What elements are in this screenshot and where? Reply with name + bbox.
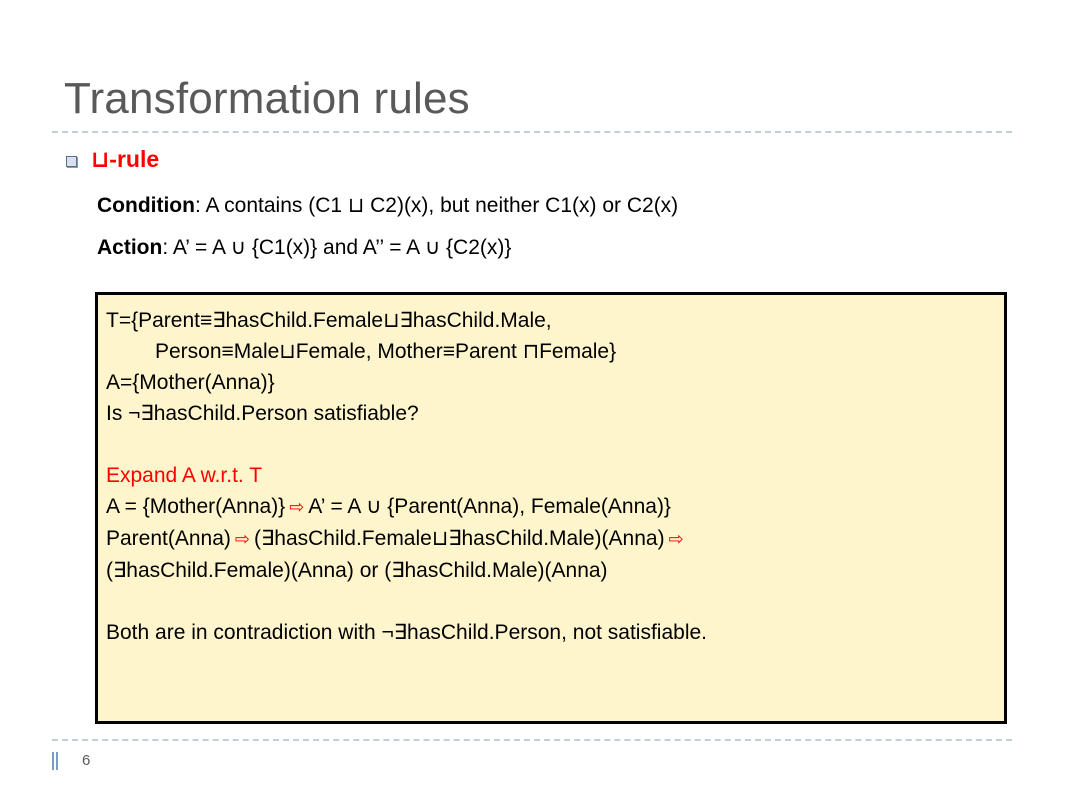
action-text: : A’ = A ∪ {C1(x)} and A’’ = A ∪ {C2(x)} bbox=[162, 236, 512, 259]
expand-step-2-left: Parent(Anna) bbox=[106, 527, 231, 550]
title-divider bbox=[52, 131, 1012, 133]
expand-step-1 bbox=[106, 491, 1004, 523]
expand-step-2 bbox=[106, 523, 1004, 555]
condition-label: Condition bbox=[97, 194, 195, 217]
expand-step-1-right: A’ = A ∪ {Parent(Anna), Female(Anna)} bbox=[308, 495, 671, 518]
conclusion-line: Both are in contradiction with ¬∃hasChild.Person, not satisfiable. bbox=[106, 621, 708, 644]
spacer bbox=[106, 586, 1004, 617]
action-label: Action bbox=[97, 236, 163, 259]
example-box bbox=[95, 292, 1007, 724]
rule-heading: ⊔-rule bbox=[91, 146, 160, 172]
tbox-line-1: T={Parent≡∃hasChild.Female⊔∃hasChild.Male, bbox=[106, 309, 552, 332]
expand-heading: Expand A w.r.t. T bbox=[106, 464, 263, 487]
rule-bullet bbox=[66, 146, 159, 173]
spacer bbox=[106, 429, 1004, 460]
page-number: 6 bbox=[82, 752, 91, 769]
footer-divider bbox=[52, 739, 1012, 741]
action-line bbox=[97, 235, 511, 260]
page-marker-icon bbox=[52, 752, 58, 770]
hollow-right-arrow-icon: ⇨ bbox=[234, 529, 250, 549]
expand-step-2-middle: (∃hasChild.Female⊔∃hasChild.Male)(Anna) bbox=[254, 527, 665, 550]
hollow-right-arrow-icon: ⇨ bbox=[668, 529, 684, 549]
condition-line bbox=[97, 193, 678, 218]
hollow-right-arrow-icon: ⇨ bbox=[289, 497, 305, 517]
condition-text: : A contains (C1 ⊔ C2)(x), but neither C1(x) or C2(x) bbox=[194, 194, 679, 217]
slide-title: Transformation rules bbox=[64, 74, 470, 123]
square-bullet-icon bbox=[66, 156, 77, 167]
expand-step-3: (∃hasChild.Female)(Anna) or (∃hasChild.Male)(Anna) bbox=[106, 559, 608, 582]
expand-step-1-left: A = {Mother(Anna)} bbox=[106, 495, 286, 518]
tbox-line-2: Person≡Male⊔Female, Mother≡Parent ⊓Female} bbox=[155, 340, 617, 363]
abox-line: A={Mother(Anna)} bbox=[106, 371, 275, 394]
question-line: Is ¬∃hasChild.Person satisfiable? bbox=[106, 402, 419, 425]
